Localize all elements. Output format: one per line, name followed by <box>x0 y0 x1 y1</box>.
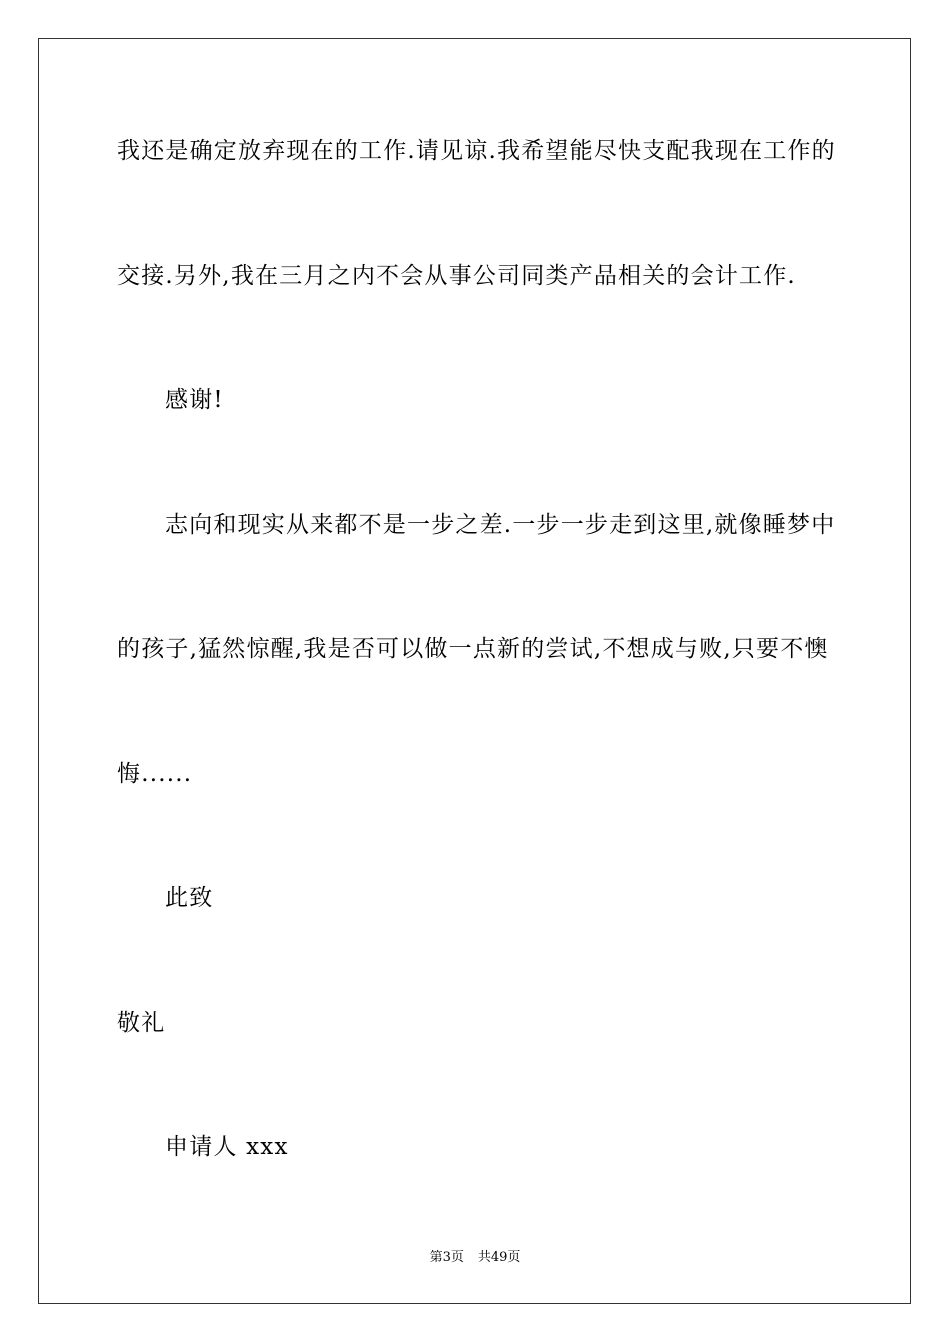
closing-salutation: 此致 <box>165 885 214 911</box>
thanks-line: 感谢! <box>165 387 224 413</box>
page-total: 共49页 <box>477 1250 521 1265</box>
body-text-line-4: 的孩子,猛然惊醒,我是否可以做一点新的尝试,不想成与败,只要不懊 <box>117 636 829 662</box>
body-text-line-5: 悔...... <box>117 761 193 787</box>
applicant-signature: 申请人 xxx <box>165 1134 289 1160</box>
body-text-line-2: 交接.另外,我在三月之内不会从事公司同类产品相关的会计工作. <box>117 263 796 289</box>
page-footer <box>0 1246 950 1265</box>
body-text-line-1: 我还是确定放弃现在的工作.请见谅.我希望能尽快支配我现在工作的 <box>117 138 836 164</box>
body-text-line-3: 志向和现实从来都不是一步之差.一步一步走到这里,就像睡梦中 <box>165 512 836 538</box>
page-border <box>38 38 911 1304</box>
page-number: 第3页 <box>429 1250 464 1265</box>
closing-regards: 敬礼 <box>117 1010 166 1036</box>
